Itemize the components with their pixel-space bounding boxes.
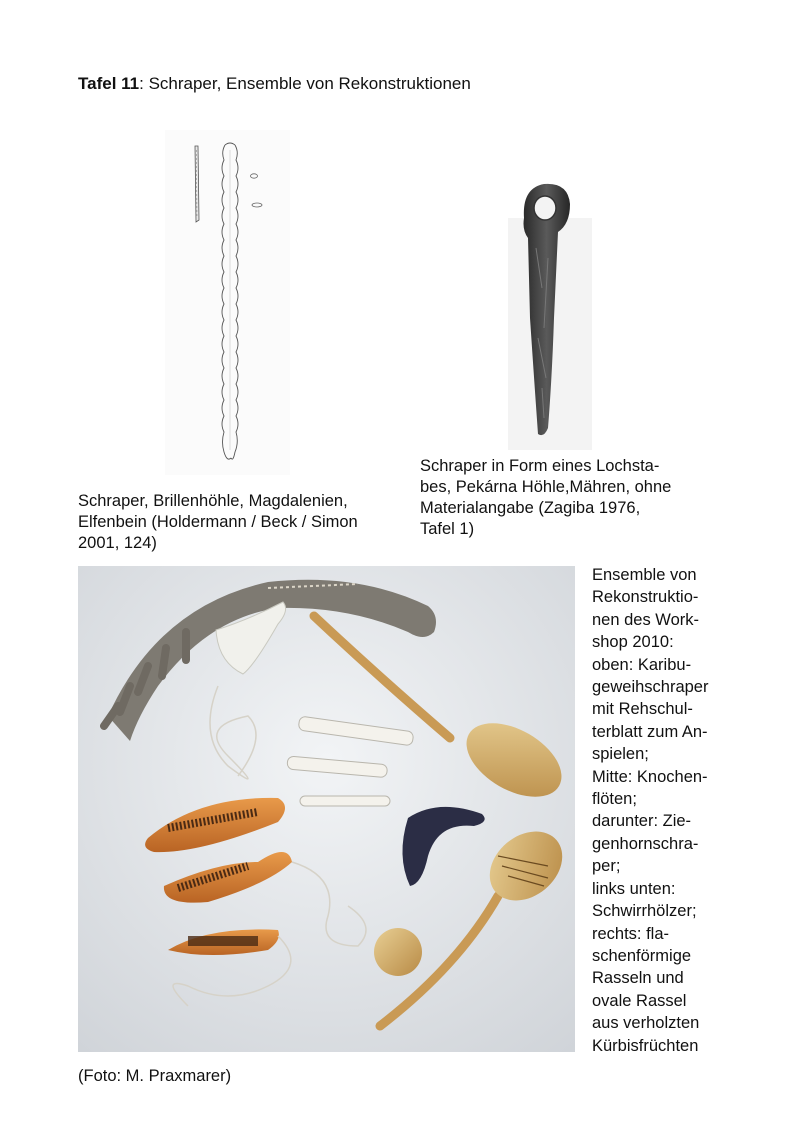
caption-line: links unten: <box>592 879 676 898</box>
caption-line: flöten; <box>592 790 637 809</box>
caption-line: Ensemble von <box>592 566 697 584</box>
caption-line: Schwirrhölzer; <box>592 902 697 921</box>
caption-line: shop 2010: <box>592 633 674 652</box>
caption-line: Tafel 1) <box>420 520 475 538</box>
caption-line: terblatt zum An- <box>592 722 708 741</box>
caption-line: spielen; <box>592 745 649 764</box>
caption-line: 2001, 124) <box>78 534 157 552</box>
photo-credit: (Foto: M. Praxmarer) <box>78 1067 232 1085</box>
caption-line: darunter: Zie- <box>592 812 692 831</box>
caption-lochstab <box>420 456 720 540</box>
lochstab-photo <box>508 178 592 450</box>
scraper-drawing-figure <box>165 130 290 475</box>
caption-line: Rasseln und <box>592 969 684 988</box>
caption-line: per; <box>592 857 621 876</box>
caption-line: geweihschraper <box>592 678 709 697</box>
caption-brillenhoehle <box>78 491 408 554</box>
caption-line: Rekonstruktio- <box>592 588 699 607</box>
caption-line: Kürbisfrüchten <box>592 1036 699 1055</box>
caption-line: Schraper, Brillenhöhle, Magdalenien, <box>78 492 348 510</box>
caption-line: Materialangabe (Zagiba 1976, <box>420 499 641 517</box>
caption-line: Elfenbein (Holdermann / Beck / Simon <box>78 513 358 531</box>
plate-number: Tafel 11 <box>78 74 140 93</box>
caption-line: nen des Work- <box>592 610 699 629</box>
ensemble-photo <box>78 566 575 1052</box>
caption-line: rechts: fla- <box>592 924 670 943</box>
caption-line: genhornschra- <box>592 834 699 853</box>
caption-line: oben: Karibu- <box>592 655 692 674</box>
caption-line: Mitte: Knochen- <box>592 767 708 786</box>
plate-title-text: : Schraper, Ensemble von Rekonstruktionen <box>139 74 471 93</box>
caption-line: Schraper in Form eines Lochsta- <box>420 457 660 475</box>
caption-line: ovale Rassel <box>592 991 687 1010</box>
caption-line: aus verholzten <box>592 1014 700 1033</box>
caption-ensemble <box>592 564 742 1057</box>
page-title <box>78 74 471 94</box>
caption-line: mit Rehschul- <box>592 700 693 719</box>
caption-line: bes, Pekárna Höhle,Mähren, ohne <box>420 478 672 496</box>
caption-line: schenförmige <box>592 946 692 965</box>
